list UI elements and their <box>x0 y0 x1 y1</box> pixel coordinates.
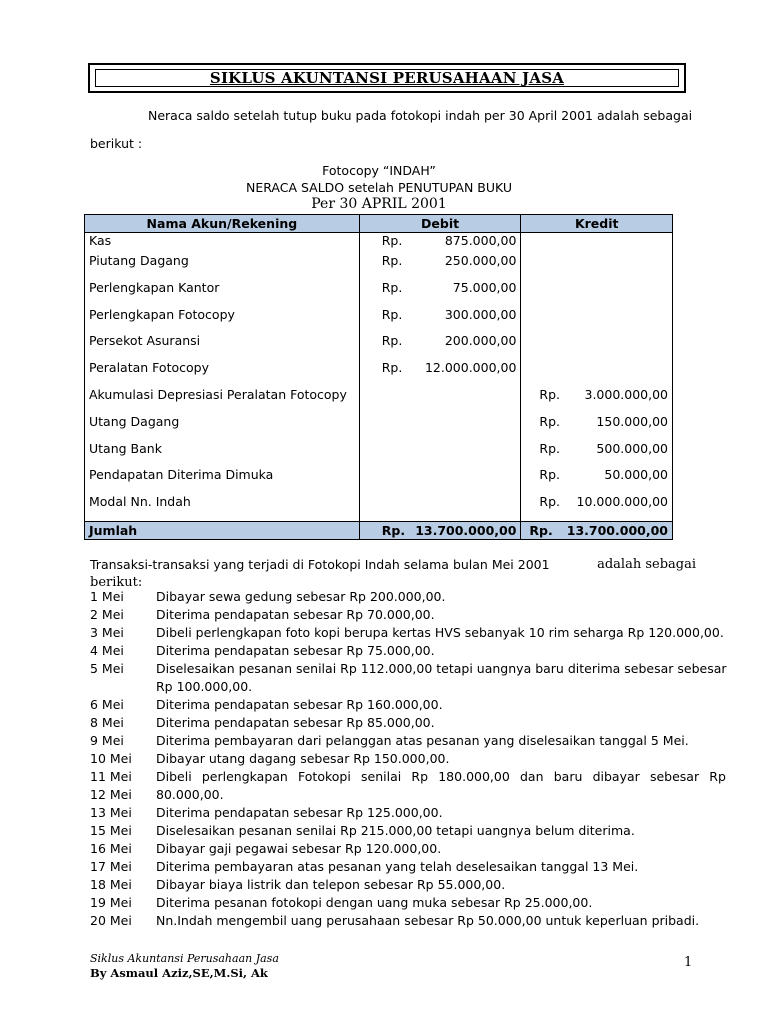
transaction-description: Diterima pembayaran atas pesanan yang telah deselesaikan tanggal 13 Mei. <box>156 859 639 874</box>
table-row <box>85 280 673 307</box>
page-number: 1 <box>684 955 693 970</box>
transactions-intro <box>90 556 696 592</box>
transaction-row <box>90 804 726 822</box>
total-credit-cell <box>521 521 673 539</box>
table-row <box>85 253 673 280</box>
transaction-description: Dibayar sewa gedung sebesar Rp 200.000,00. <box>156 589 446 604</box>
credit-cell <box>521 280 673 307</box>
debit-amount: 875.000,00 <box>444 233 517 248</box>
credit-currency: Rp. <box>539 386 561 402</box>
transaction-word: perlengkapan <box>201 769 288 784</box>
transaction-description: Diterima pesanan fotokopi dengan uang muka sebesar Rp 25.000,00. <box>156 895 593 910</box>
account-name: Modal Nn. Indah <box>85 494 360 521</box>
transaction-word: Dibeli <box>156 769 192 784</box>
transaction-date: 16 Mei <box>90 841 132 856</box>
credit-amount: 500.000,00 <box>596 440 668 456</box>
transaction-date: 2 Mei <box>90 607 124 622</box>
credit-cell <box>521 414 673 441</box>
transaction-description: Diselesaikan pesanan senilai Rp 215.000,00 tetapi uangnya belum diterima. <box>156 823 635 838</box>
table-row <box>85 307 673 334</box>
table-row <box>85 467 673 494</box>
transaction-row <box>90 732 726 750</box>
transaction-row <box>90 642 726 660</box>
account-name: Utang Bank <box>85 441 360 468</box>
credit-amount: 50.000,00 <box>604 467 668 483</box>
debit-cell <box>359 333 521 360</box>
trial-balance-table <box>84 214 673 540</box>
table-row <box>85 360 673 387</box>
debit-currency: Rp. <box>381 333 403 349</box>
transactions-intro-line-1: Transaksi-transaksi yang terjadi di Fotokopi Indah selama bulan Mei 2001 <box>90 557 550 572</box>
transaction-description: Dibeli perlengkapan foto kopi berupa kertas HVS sebanyak 10 rim seharga Rp 120.000,00. <box>156 625 724 640</box>
transaction-word: Fotokopi <box>298 769 351 784</box>
credit-cell <box>521 441 673 468</box>
transaction-row <box>90 840 726 858</box>
credit-cell <box>521 494 673 521</box>
page-title: SIKLUS AKUNTANSI PERUSAHAAN JASA <box>209 69 565 87</box>
transaction-date: 17 Mei <box>90 859 132 874</box>
transaction-word: dibayar <box>592 769 640 784</box>
debit-cell <box>359 441 521 468</box>
transaction-word: 180.000,00 <box>438 769 510 784</box>
transaction-description: Dibayar biaya listrik dan telepon sebesar Rp 55.000,00. <box>156 877 506 892</box>
debit-amount: 200.000,00 <box>444 333 517 349</box>
account-name: Peralatan Fotocopy <box>85 360 360 387</box>
table-row <box>85 414 673 441</box>
footer-author: By Asmaul Aziz,SE,M.Si, Ak <box>90 966 268 980</box>
total-debit-currency: Rp. <box>381 522 406 538</box>
transaction-row <box>90 750 726 768</box>
transaction-date: 1 Mei <box>90 589 124 604</box>
debit-cell <box>359 253 521 280</box>
transactions-intro-line-1-tail: adalah sebagai <box>597 557 696 572</box>
transaction-row <box>90 660 726 678</box>
table-row <box>85 441 673 468</box>
transaction-date: 4 Mei <box>90 643 124 658</box>
credit-amount: 3.000.000,00 <box>584 386 668 402</box>
transaction-date: 19 Mei <box>90 895 132 910</box>
transaction-date: 20 Mei <box>90 913 132 928</box>
credit-cell <box>521 253 673 280</box>
table-header-row <box>85 215 673 233</box>
transaction-description: 80.000,00. <box>156 787 224 802</box>
transaction-description: Diterima pendapatan sebesar Rp 85.000,00. <box>156 715 435 730</box>
transaction-row <box>90 714 726 732</box>
credit-currency: Rp. <box>539 413 561 429</box>
debit-cell <box>359 233 521 254</box>
transaction-date: 15 Mei <box>90 823 132 838</box>
transaction-row <box>90 768 726 786</box>
debit-cell <box>359 387 521 414</box>
transaction-word: senilai <box>361 769 402 784</box>
debit-currency: Rp. <box>381 279 403 295</box>
transaction-description: Nn.Indah mengembil uang perusahaan sebesar Rp 50.000,00 untuk keperluan pribadi. <box>156 913 700 928</box>
credit-cell <box>521 387 673 414</box>
statement-date: Per 30 APRIL 2001 <box>311 196 447 212</box>
credit-cell <box>521 307 673 334</box>
transaction-row <box>90 588 726 606</box>
credit-currency: Rp. <box>539 494 561 510</box>
transaction-row <box>90 606 726 624</box>
transaction-date: 8 Mei <box>90 715 124 730</box>
debit-amount: 300.000,00 <box>444 306 517 322</box>
debit-cell <box>359 360 521 387</box>
table-row <box>85 233 673 254</box>
transaction-row <box>90 786 726 804</box>
transaction-description: Rp 100.000,00. <box>156 679 253 694</box>
credit-cell <box>521 360 673 387</box>
title-inner-frame <box>95 69 679 87</box>
transaction-row <box>90 876 726 894</box>
company-name: Fotocopy “INDAH” <box>322 163 436 178</box>
transaction-row <box>90 678 726 696</box>
credit-cell <box>521 467 673 494</box>
debit-cell <box>359 467 521 494</box>
title-box <box>88 63 686 93</box>
transaction-word: baru <box>553 769 583 784</box>
transaction-description: Diterima pendapatan sebesar Rp 160.000,00. <box>156 697 443 712</box>
transaction-date: 10 Mei <box>90 751 132 766</box>
transaction-date: 6 Mei <box>90 697 124 712</box>
transactions-list <box>90 588 726 930</box>
footer-title: Siklus Akuntansi Perusahaan Jasa <box>90 952 279 965</box>
transaction-date: 5 Mei <box>90 661 124 676</box>
transaction-date: 9 Mei <box>90 733 124 748</box>
credit-currency: Rp. <box>539 440 561 456</box>
transaction-row <box>90 822 726 840</box>
transaction-description <box>156 768 726 786</box>
total-row <box>85 521 673 539</box>
transaction-description: Dibayar utang dagang sebesar Rp 150.000,00. <box>156 751 450 766</box>
total-credit-currency: Rp. <box>529 522 553 538</box>
transaction-row <box>90 894 726 912</box>
intro-line-2: berikut : <box>90 136 143 151</box>
transaction-row <box>90 858 726 876</box>
credit-amount: 150.000,00 <box>596 413 668 429</box>
transaction-word: dan <box>520 769 544 784</box>
total-debit-amount: 13.700.000,00 <box>415 522 517 538</box>
debit-amount: 250.000,00 <box>444 253 517 268</box>
credit-cell <box>521 333 673 360</box>
header-debit: Debit <box>359 215 521 233</box>
total-debit-cell <box>359 521 521 539</box>
debit-currency: Rp. <box>381 306 403 322</box>
account-name: Akumulasi Depresiasi Peralatan Fotocopy <box>85 387 360 414</box>
statement-name: NERACA SALDO setelah PENUTUPAN BUKU <box>245 180 513 195</box>
table-row <box>85 387 673 414</box>
debit-currency: Rp. <box>381 233 403 248</box>
transaction-date: 11 Mei <box>90 769 132 784</box>
credit-amount: 10.000.000,00 <box>576 494 668 510</box>
credit-cell <box>521 233 673 254</box>
debit-currency: Rp. <box>381 360 403 376</box>
debit-cell <box>359 280 521 307</box>
credit-currency: Rp. <box>539 467 561 483</box>
account-name: Perlengkapan Kantor <box>85 280 360 307</box>
transaction-row <box>90 696 726 714</box>
transaction-date <box>90 678 156 696</box>
transaction-description: Diterima pendapatan sebesar Rp 75.000,00. <box>156 643 435 658</box>
debit-amount: 75.000,00 <box>452 279 517 295</box>
transaction-word: sebesar <box>649 769 700 784</box>
account-name: Perlengkapan Fotocopy <box>85 307 360 334</box>
transaction-date: 12 Mei <box>90 787 132 802</box>
table-row <box>85 494 673 521</box>
transaction-date: 13 Mei <box>90 805 132 820</box>
transaction-word: Rp <box>709 769 726 784</box>
table-row <box>85 333 673 360</box>
debit-amount: 12.000.000,00 <box>424 360 517 376</box>
total-label: Jumlah <box>85 521 360 539</box>
debit-currency: Rp. <box>381 253 403 268</box>
transaction-description: Diterima pendapatan sebesar Rp 70.000,00. <box>156 607 435 622</box>
debit-cell <box>359 414 521 441</box>
transaction-row <box>90 624 726 642</box>
debit-cell <box>359 307 521 334</box>
transaction-description: Diterima pembayaran dari pelanggan atas pesanan yang diselesaikan tanggal 5 Mei. <box>156 733 689 748</box>
debit-cell <box>359 494 521 521</box>
intro-line-1: Neraca saldo setelah tutup buku pada fotokopi indah per 30 April 2001 adalah sebagai <box>148 108 693 123</box>
transaction-row <box>90 912 726 930</box>
transaction-date: 18 Mei <box>90 877 132 892</box>
transaction-description: Diterima pendapatan sebesar Rp 125.000,00. <box>156 805 443 820</box>
transaction-word: Rp <box>411 769 429 784</box>
transactions-intro-line-2: berikut: <box>90 575 143 590</box>
header-credit: Kredit <box>521 215 673 233</box>
account-name: Piutang Dagang <box>85 253 360 280</box>
header-account: Nama Akun/Rekening <box>85 215 360 233</box>
transaction-description: Dibayar gaji pegawai sebesar Rp 120.000,00. <box>156 841 442 856</box>
transaction-date: 3 Mei <box>90 625 124 640</box>
account-name: Pendapatan Diterima Dimuka <box>85 467 360 494</box>
transaction-description: Diselesaikan pesanan senilai Rp 112.000,00 tetapi uangnya baru diterima sebesar sebesar <box>156 661 727 676</box>
total-credit-amount: 13.700.000,00 <box>566 522 668 538</box>
account-name: Persekot Asuransi <box>85 333 360 360</box>
account-name: Kas <box>85 233 360 254</box>
account-name: Utang Dagang <box>85 414 360 441</box>
